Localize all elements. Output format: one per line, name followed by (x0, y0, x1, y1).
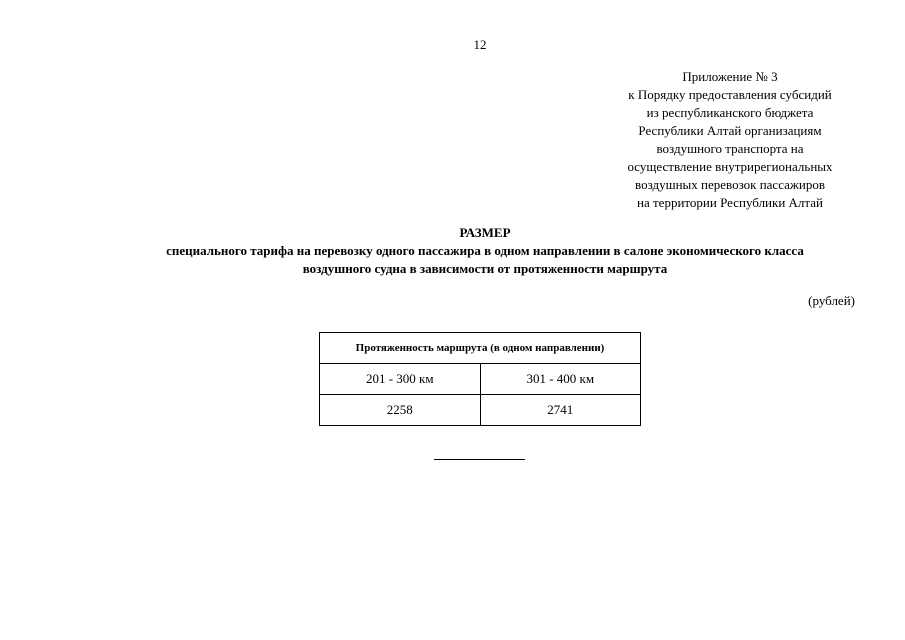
appendix-line: воздушных перевозок пассажиров (635, 177, 825, 192)
table-cell: 2258 (320, 395, 481, 426)
title-line: воздушного судна в зависимости от протяженности маршрута (302, 261, 668, 276)
appendix-line: на территории Республики Алтай (637, 195, 823, 210)
appendix-line: из республиканского бюджета (646, 105, 814, 120)
table-row (320, 395, 641, 426)
page-number: 12 (473, 37, 487, 52)
appendix-line: Приложение № 3 (682, 69, 778, 84)
appendix-block (600, 68, 860, 212)
appendix-line: Республики Алтай организациям (638, 123, 822, 138)
tariff-table (319, 332, 641, 426)
end-line-divider (434, 459, 525, 460)
table-header-cell: Протяженность маршрута (в одном направлении) (320, 333, 641, 364)
appendix-line: осуществление внутрирегиональных (627, 159, 833, 174)
table-header-row (320, 333, 641, 364)
table-cell: 301 - 400 км (480, 364, 641, 395)
document-title (60, 224, 905, 278)
table-cell: 201 - 300 км (320, 364, 481, 395)
table-cell: 2741 (480, 395, 641, 426)
units-label: (рублей) (808, 293, 855, 308)
table-row (320, 364, 641, 395)
appendix-line: воздушного транспорта на (656, 141, 804, 156)
title-line: специального тарифа на перевозку одного пассажира в одном направлении в салоне экономического класса (166, 243, 804, 258)
appendix-line: к Порядку предоставления субсидий (628, 87, 832, 102)
title-heading: РАЗМЕР (459, 225, 511, 240)
